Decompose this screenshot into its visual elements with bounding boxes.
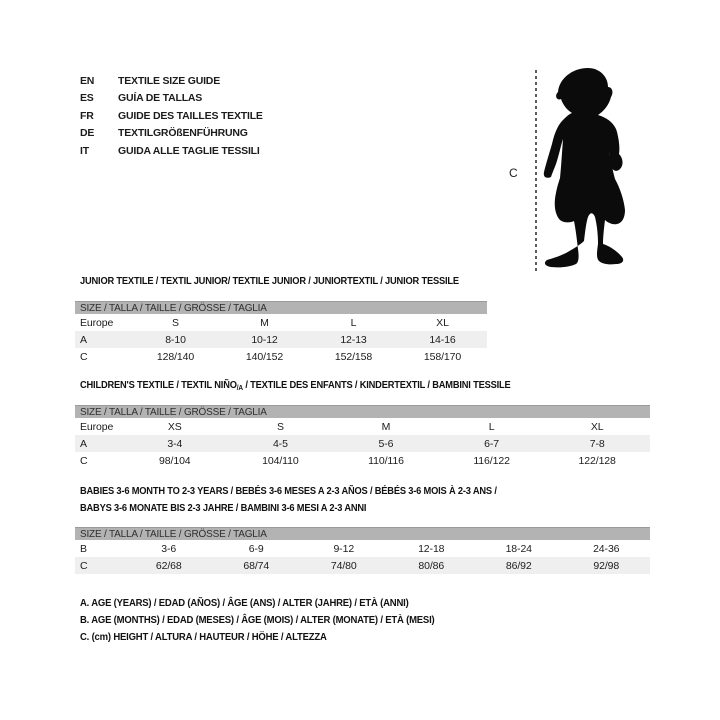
size-table-babies <box>75 527 650 574</box>
table-cell: M <box>260 316 269 329</box>
language-title: TEXTILE SIZE GUIDE <box>118 74 220 87</box>
table-row <box>75 557 650 574</box>
row-label: C <box>80 350 88 363</box>
footnote-line: C. (cm) HEIGHT / ALTURA / HAUTEUR / HÖHE / ALTEZZA <box>80 632 327 643</box>
table-cell: 80/86 <box>418 559 445 572</box>
table-row <box>75 540 650 557</box>
table-cell: L <box>488 420 495 433</box>
table-cell: 92/98 <box>593 559 620 572</box>
table-cell: XL <box>590 420 604 433</box>
section-title-children-subscript: /A <box>236 385 243 392</box>
language-code: IT <box>80 144 89 157</box>
language-code: EN <box>80 74 95 87</box>
toddler-silhouette <box>540 64 630 269</box>
language-code: FR <box>80 109 94 122</box>
language-row <box>80 125 263 143</box>
table-cell: 68/74 <box>243 559 270 572</box>
table-cell: XS <box>167 420 182 433</box>
table-header-bar: SIZE / TALLA / TAILLE / GRÖSSE / TAGLIA <box>75 527 650 540</box>
table-cell: 6-7 <box>484 437 500 450</box>
table-cell: 122/128 <box>578 454 616 467</box>
section-title-babies-line2: BABYS 3-6 MONATE BIS 2-3 JAHRE / BAMBINI 3-6 MESI A 2-3 ANNI <box>80 503 367 514</box>
table-cell: 4-5 <box>272 437 288 450</box>
table-cell: 158/170 <box>423 350 462 363</box>
table-cell: 3-6 <box>161 542 177 555</box>
table-cell: L <box>350 316 357 329</box>
table-cell: 6-9 <box>248 542 264 555</box>
table-cell: 98/104 <box>159 454 191 467</box>
table-cell: 3-4 <box>167 437 183 450</box>
row-label: A <box>80 437 87 450</box>
table-cell: 74/80 <box>330 559 357 572</box>
table-row <box>75 331 487 348</box>
table-cell: 10-12 <box>251 333 278 346</box>
language-row <box>80 107 263 125</box>
table-cell: 116/122 <box>473 454 510 467</box>
language-title: GUÍA DE TALLAS <box>118 92 203 105</box>
language-title: GUIDA ALLE TAGLIE TESSILI <box>118 144 260 157</box>
table-cell: 104/110 <box>262 454 299 467</box>
table-cell: 12-18 <box>418 542 445 555</box>
size-table-children <box>75 405 650 469</box>
section-title-junior: JUNIOR TEXTILE / TEXTIL JUNIOR/ TEXTILE JUNIOR / JUNIORTEXTIL / JUNIOR TESSILE <box>80 276 459 287</box>
table-cell: 24-36 <box>593 542 620 555</box>
table-cell: 62/68 <box>155 559 182 572</box>
table-header-bar: SIZE / TALLA / TAILLE / GRÖSSE / TAGLIA <box>75 405 650 418</box>
language-code: ES <box>80 92 94 105</box>
table-row <box>75 348 487 365</box>
language-row <box>80 142 263 160</box>
language-title: TEXTILGRÖßENFÜHRUNG <box>118 127 248 140</box>
table-cell: 152/158 <box>334 350 373 363</box>
row-label: Europe <box>80 420 114 433</box>
section-title-children <box>80 380 511 392</box>
height-measure-dashed-line <box>535 70 537 272</box>
table-cell: S <box>172 316 179 329</box>
table-cell: 8-10 <box>165 333 186 346</box>
row-label: Europe <box>80 316 114 329</box>
row-label: A <box>80 333 87 346</box>
table-cell: 86/92 <box>505 559 532 572</box>
language-list <box>80 72 263 160</box>
row-label: B <box>80 542 87 555</box>
row-label: C <box>80 454 88 467</box>
table-cell: 12-13 <box>340 333 367 346</box>
table-cell: 110/116 <box>368 454 404 467</box>
table-row <box>75 435 650 452</box>
section-title-children-suffix: / TEXTILE DES ENFANTS / KINDERTEXTIL / BAMBINI TESSILE <box>242 380 511 391</box>
footnotes <box>80 598 453 649</box>
language-row <box>80 72 263 90</box>
table-header-bar: SIZE / TALLA / TAILLE / GRÖSSE / TAGLIA <box>75 301 487 314</box>
footnote-line: B. AGE (MONTHS) / EDAD (MESES) / ÂGE (MOIS) / ALTER (MONATE) / ETÀ (MESI) <box>80 615 435 626</box>
table-cell: XL <box>436 316 449 329</box>
table-row <box>75 452 650 469</box>
table-cell: 14-16 <box>429 333 456 346</box>
table-cell: 140/152 <box>245 350 284 363</box>
table-cell: 18-24 <box>505 542 532 555</box>
table-row <box>75 418 650 435</box>
language-row <box>80 90 263 108</box>
table-cell: 5-6 <box>378 437 394 450</box>
language-code: DE <box>80 127 95 140</box>
table-cell: M <box>381 420 391 433</box>
table-cell: S <box>276 420 284 433</box>
table-cell: 128/140 <box>156 350 195 363</box>
section-title-children-prefix: CHILDREN'S TEXTILE / TEXTIL NIÑO <box>80 380 237 391</box>
table-row <box>75 314 487 331</box>
table-cell: 9-12 <box>333 542 355 555</box>
size-table-junior <box>75 301 487 365</box>
footnote-line: A. AGE (YEARS) / EDAD (AÑOS) / ÂGE (ANS) / ALTER (JAHRE) / ETÀ (ANNI) <box>80 598 409 609</box>
table-cell: 7-8 <box>589 437 605 450</box>
figure-height-label: C <box>509 166 518 180</box>
section-title-babies-line1: BABIES 3-6 MONTH TO 2-3 YEARS / BEBÉS 3-6 MESES A 2-3 AÑOS / BÉBÉS 3-6 MOIS À 2-3 ANS / <box>80 486 497 497</box>
row-label: C <box>80 559 88 572</box>
language-title: GUIDE DES TAILLES TEXTILE <box>118 109 263 122</box>
